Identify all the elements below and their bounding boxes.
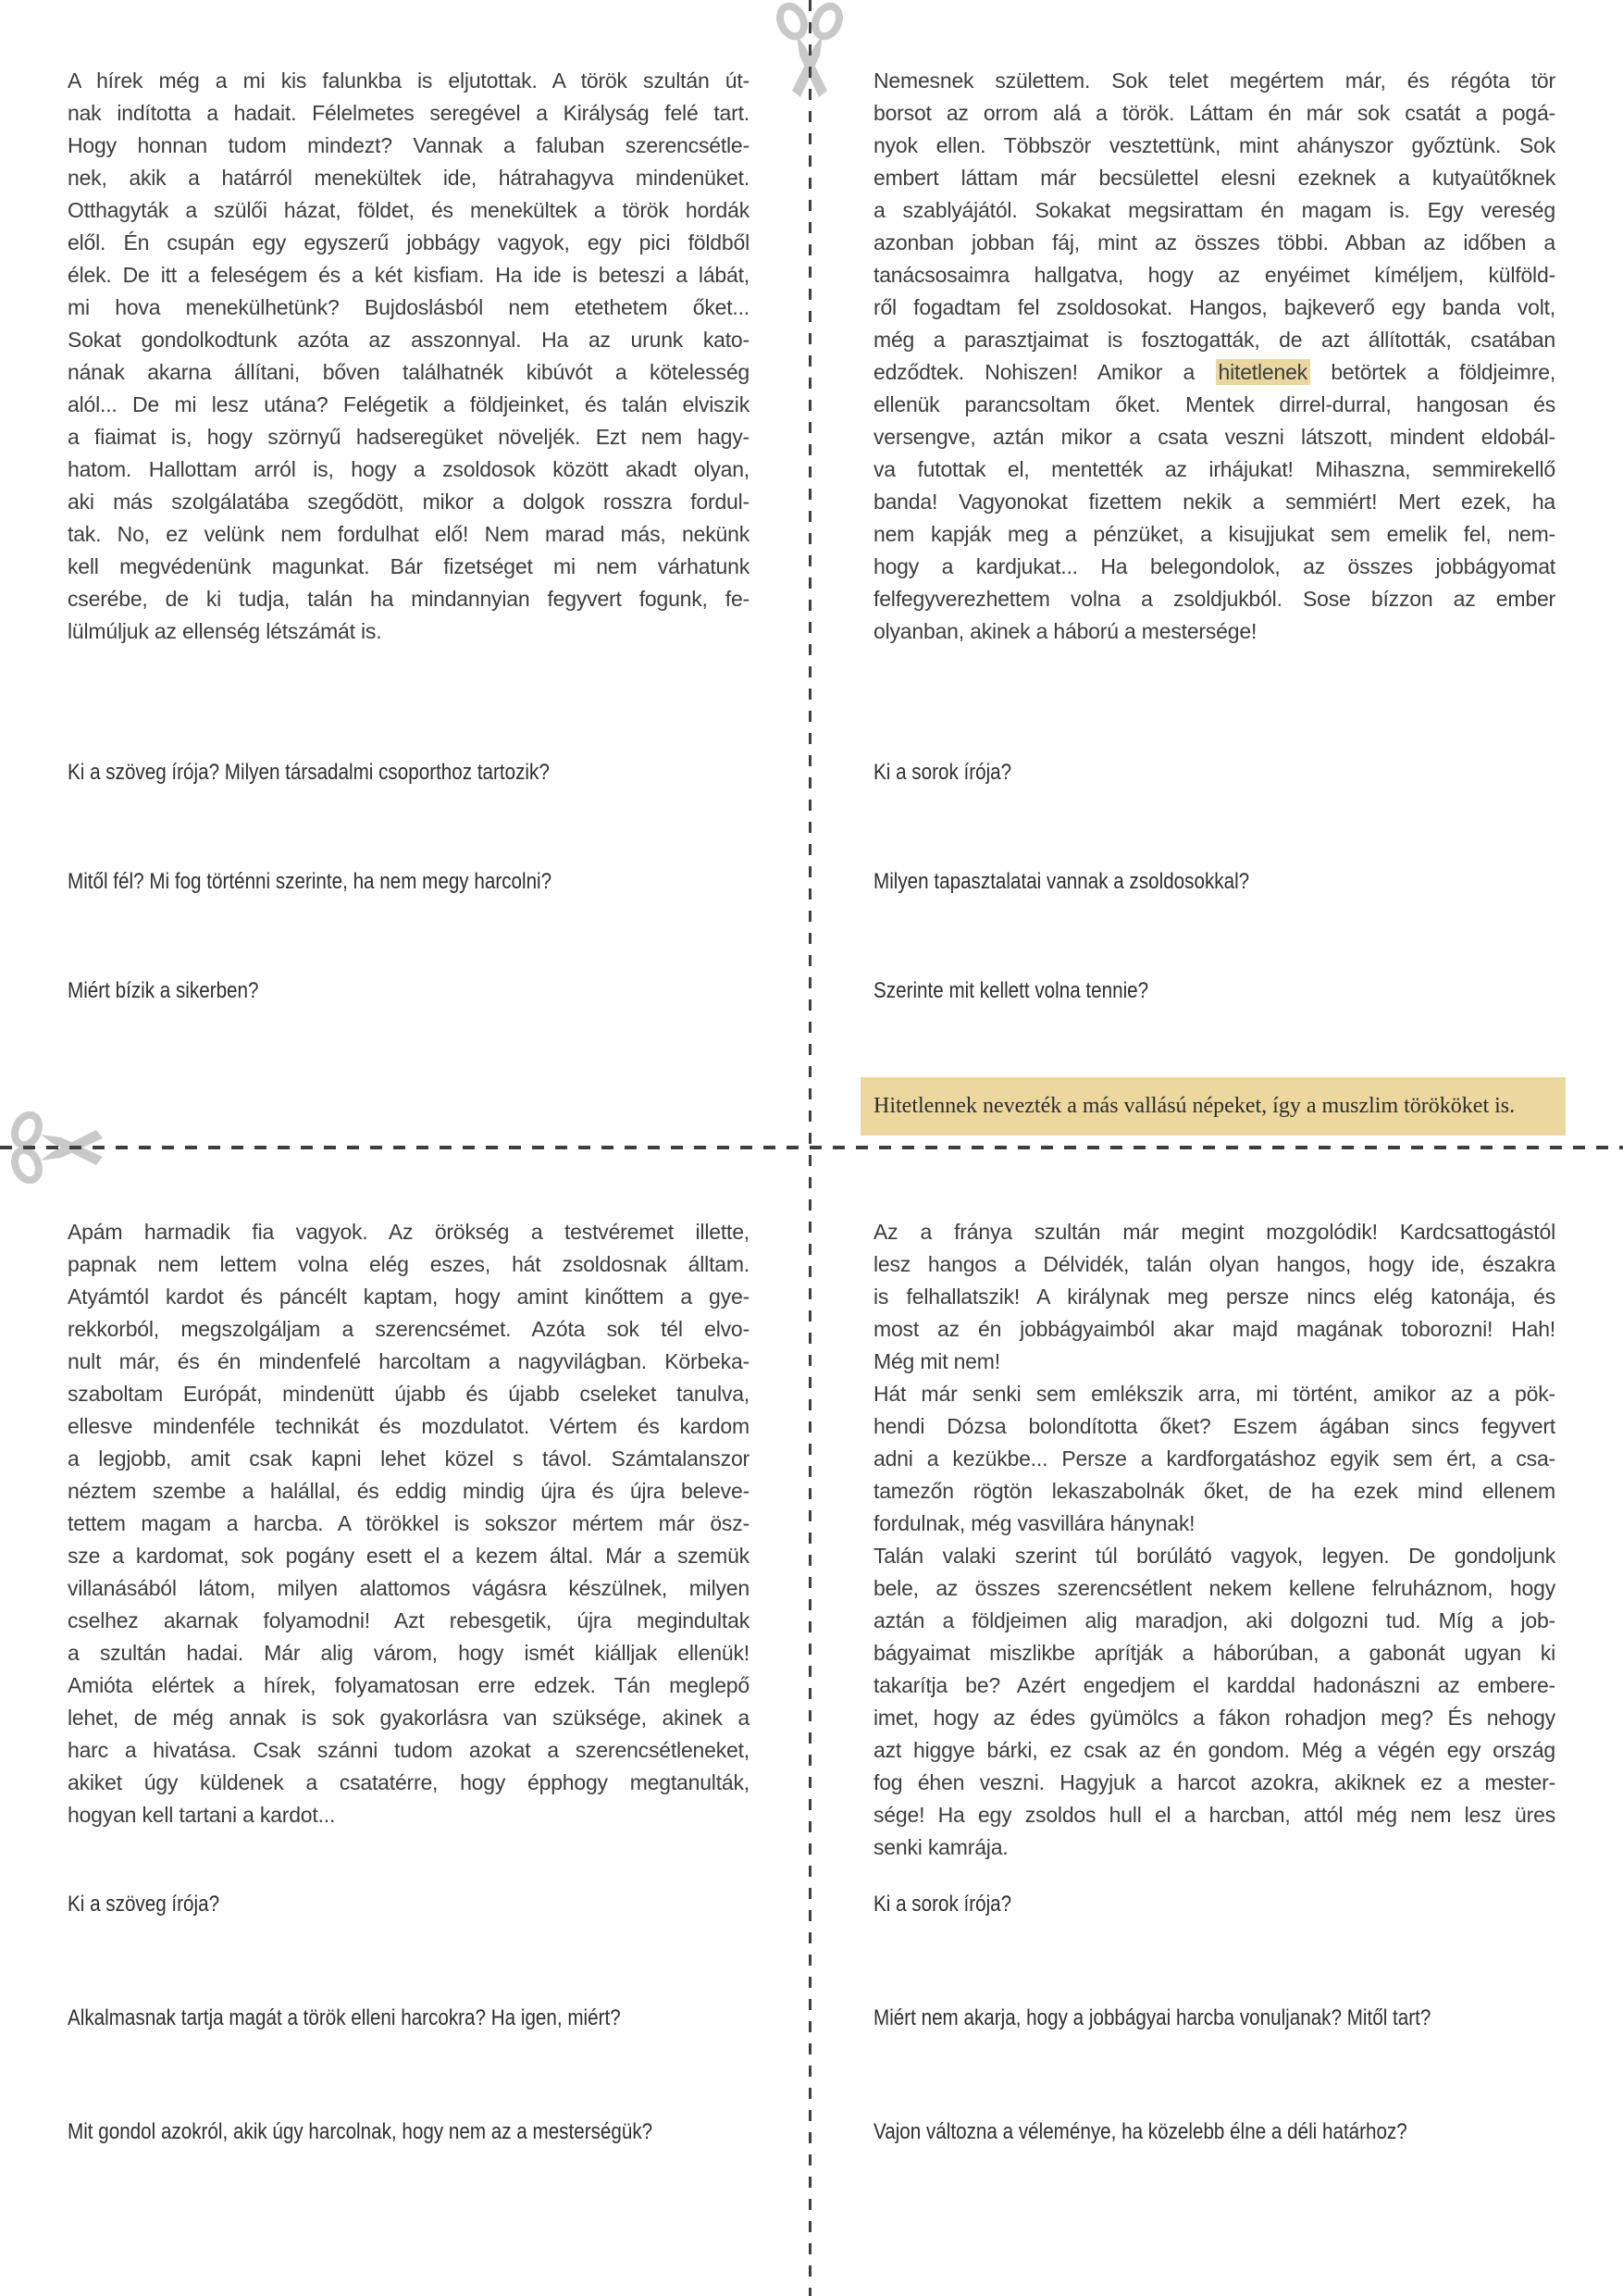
passage-line: ről fogadtam fel zsoldosokat. Hangos, bajkeverő egy banda volt, — [873, 295, 1555, 319]
passage-line: adni a kezükbe... Persze a kardforgatáshoz egyik sem ért, a csa- — [873, 1446, 1555, 1471]
passage-line: tanácsosaimra hallgatva, hogy az enyéimet kíméljem, külföld- — [873, 263, 1555, 287]
question-top-left-3: Miért bízik a sikerben? — [68, 978, 259, 1003]
question-top-left-2: Mitől fél? Mi fog történni szerinte, ha nem megy harcolni? — [68, 869, 552, 894]
passage-line: olyanban, akinek a háború a mestersége! — [873, 619, 1258, 643]
passage-line: imet, hogy az édes gyümölcs a fákon rohadjon meg? És nehogy — [873, 1706, 1555, 1730]
passage-line: hogy a kardjukat... Ha belegondolok, az összes jobbágyomat — [873, 554, 1555, 578]
passage-line: nak indította a hadait. Félelmetes seregével a Királyság felé tart. — [68, 101, 750, 125]
passage-line: azt higgye bárki, ez csak az én gondom. Még a végén egy ország — [873, 1738, 1555, 1762]
passage-line: a legjobb, amit csak kapni lehet közel s távol. Számtalanszor — [68, 1446, 750, 1471]
passage-line: most az én jobbágyaimból akar majd magának toborozni! Hah! — [873, 1317, 1555, 1341]
question-top-left-1: Ki a szöveg írója? Milyen társadalmi csoporthoz tartozik? — [68, 760, 550, 785]
passage-line: hendi Dózsa bolondította őket? Eszem ágában sincs fegyvert — [873, 1414, 1555, 1438]
passage-line: Még mit nem! — [873, 1349, 1000, 1373]
passage-line: nyok ellen. Többször vesztettünk, mint ahányszor győztünk. Sok — [873, 133, 1555, 157]
passage-line: Hát már senki sem emlékszik arra, mi történt, amikor az a pök- — [873, 1382, 1555, 1406]
passage-line: bágyaimat miszlikbe aprítják a háborúban, a gabonát ugyan ki — [873, 1641, 1555, 1665]
passage-line: akiket úgy küldenek a csatatérre, hogy épphogy megtanulták, — [68, 1770, 750, 1794]
passage-line: még a parasztjaimat is fosztogatták, de azt állították, csatában — [873, 328, 1555, 352]
question-top-right-2: Milyen tapasztalatai vannak a zsoldosokkal? — [873, 869, 1250, 894]
passage-line: tettem magam a harcba. A törökkel is sokszor mértem már ösz- — [68, 1511, 750, 1535]
passage-line: villanásából látom, milyen alattomos vágásra készülnek, milyen — [68, 1576, 750, 1600]
passage-line: felfegyverezhettem volna a zsoldjukból. Sose bízzon az ember — [873, 587, 1555, 611]
passage-line: szaboltam Európát, mindenütt újabb és újabb cseleket tanulva, — [68, 1382, 750, 1406]
passage-line: Atyámtól kardot és páncélt kaptam, hogy amint kinőttem a gye- — [68, 1285, 750, 1309]
passage-line: banda! Vagyonokat fizettem nekik a semmiért! Mert ezek, ha — [873, 490, 1555, 514]
passage-line: elől. Én csupán egy egyszerű jobbágy vagyok, egy pici földből — [68, 230, 750, 254]
passage-line: nának akarna állítani, bőven találhatnék kibúvót a kötelesség — [68, 360, 750, 384]
passage-line: takarítja be? Azért engedjem el karddal hadonászni az embere- — [873, 1673, 1555, 1697]
passage-line: cselhez akarnak folyamodni! Azt rebesgetik, újra megindultak — [68, 1608, 750, 1632]
passage-line: ellenük parancsoltam őket. Mentek dirrel-durral, hangosan és — [873, 392, 1555, 416]
passage-line: fordulnak, még vasvillára hánynak! — [873, 1511, 1196, 1535]
passage-line: Az a fránya szultán már megint mozgolódik! Kardcsattogástól — [873, 1220, 1555, 1244]
passage-line: kell megvédenünk magunkat. Bár fizetséget mi nem várhatunk — [68, 554, 750, 578]
passage-line: Apám harmadik fia vagyok. Az örökség a testvéremet illette, — [68, 1220, 750, 1244]
passage-line: harc a hivatása. Csak szánni tudom azokat a szerencsétleneket, — [68, 1738, 750, 1762]
passage-top-right — [873, 65, 1555, 648]
passage-line: tak. No, ez velünk nem fordulhat elő! Nem marad más, nekünk — [68, 522, 750, 546]
highlighted-term: hitetlenek — [1216, 359, 1310, 385]
question-bottom-right-1: Ki a sorok írója? — [873, 1892, 1012, 1917]
passage-line: néztem szembe a halállal, és eddig mindig újra és újra beleve- — [68, 1479, 750, 1503]
passage-line: aztán a földjeimen alig maradjon, aki dolgozni tud. Míg a job- — [873, 1608, 1555, 1632]
passage-line: ellesve mindenféle technikát és mozdulatot. Vértem és kardom — [68, 1414, 750, 1438]
passage-line: nem kapják meg a pénzüket, a kisujjukat sem emelik fel, nem- — [873, 522, 1555, 546]
question-top-right-1: Ki a sorok írója? — [873, 760, 1012, 785]
passage-bottom-left — [68, 1216, 750, 1831]
passage-line: Nemesnek születtem. Sok telet megértem már, és régóta tör — [873, 68, 1555, 93]
passage-line: lehet, de még annak is sok gyakorlásra van szüksége, akinek a — [68, 1706, 750, 1730]
passage-line: va futottak el, mentették az irhájukat! Mihaszna, semmirekellő — [873, 457, 1555, 481]
passage-line: nult már, és én mindenfelé harcoltam a nagyvilágban. Körbeka- — [68, 1349, 750, 1373]
note-box — [861, 1077, 1566, 1136]
passage-bottom-right — [873, 1216, 1555, 1864]
question-top-right-3: Szerinte mit kellett volna tennie? — [873, 978, 1149, 1003]
passage-line: hogyan kell tartani a kardot... — [68, 1803, 336, 1827]
passage-line: Otthagyták a szülői házat, földet, és menekültek a török hordák — [68, 198, 750, 222]
passage-top-left — [68, 65, 750, 648]
passage-line: lesz hangos a Délvidék, talán olyan hangos, hogy ide, északra — [873, 1252, 1555, 1276]
passage-line: cserébe, de ki tudja, talán ha mindannyian fegyvert fogunk, fe- — [68, 587, 750, 611]
question-bottom-left-2: Alkalmasnak tartja magát a török elleni harcokra? Ha igen, miért? — [68, 2005, 621, 2030]
passage-line: mi hova menekülhetünk? Bujdoslásból nem etethetem őket... — [68, 295, 750, 319]
passage-line: fog éhen veszni. Hagyjuk a harcot azokra, akiknek ez a mester- — [873, 1770, 1555, 1794]
passage-line: azonban jobban fáj, mint az összes többi. Abban az időben a — [873, 230, 1555, 254]
passage-line: alól... De mi lesz utána? Felégetik a földjeinket, és talán elviszik — [68, 392, 750, 416]
passage-line: a fiaimat is, hogy szörnyű hadseregüket növeljék. Ezt nem hagy- — [68, 425, 750, 449]
passage-line: Hogy honnan tudom mindezt? Vannak a faluban szerencsétle- — [68, 133, 750, 157]
passage-line: sége! Ha egy zsoldos hull el a harcban, attól még nem lesz üres — [873, 1803, 1555, 1827]
passage-line: edződtek. Nohiszen! Amikor a hitetlenek betörtek a földjeimre, — [873, 360, 1555, 384]
note-text: Hitetlennek nevezték a más vallású népeket, így a muszlim törököket is. — [873, 1094, 1516, 1118]
passage-line: lülmúljuk az ellenség létszámát is. — [68, 619, 382, 643]
passage-line: versengve, aztán mikor a csata veszni látszott, mindent eldobál- — [873, 425, 1555, 449]
passage-line: élek. De itt a feleségem és a két kisfiam. Ha ide is beteszi a lábát, — [68, 263, 750, 287]
question-bottom-left-1: Ki a szöveg írója? — [68, 1892, 220, 1917]
passage-line: a szablyájától. Sokakat megsirattam én magam is. Egy vereség — [873, 198, 1555, 222]
passage-line: A hírek még a mi kis falunkba is eljutottak. A török szultán út- — [68, 68, 750, 93]
passage-line: a szultán hadai. Már alig várom, hogy ismét kiálljak ellenük! — [68, 1641, 750, 1665]
passage-line: Amióta elértek a hírek, folyamatosan erre edzek. Tán meglepő — [68, 1673, 750, 1697]
question-bottom-right-3: Vajon változna a véleménye, ha közelebb élne a déli határhoz? — [873, 2119, 1407, 2144]
question-bottom-right-2: Miért nem akarja, hogy a jobbágyai harcba vonuljanak? Mitől tart? — [873, 2005, 1431, 2030]
passage-line: senki kamrája. — [873, 1835, 1009, 1859]
passage-line: rekkorból, megszolgáljam a szerencsémet. Azóta sok tél elvo- — [68, 1317, 750, 1341]
passage-line: bele, az összes szerencsétlent nekem kellene felruháznom, hogy — [873, 1576, 1555, 1600]
passage-line: Talán valaki szerint túl borúlátó vagyok, legyen. De gondoljunk — [873, 1544, 1555, 1568]
passage-line: tamezőn rögtön lekaszabolnák őket, de ha ezek mind ellenem — [873, 1479, 1555, 1503]
horizontal-cut-line — [0, 1146, 1623, 1149]
passage-line: embert láttam már becsülettel elesni ezeknek a kutyaütőknek — [873, 166, 1555, 190]
passage-line: hatom. Hallottam arról is, hogy a zsoldosok között akadt olyan, — [68, 457, 750, 481]
passage-line: is felhallatszik! A királynak meg persze nincs elég katonája, és — [873, 1285, 1555, 1309]
passage-line: aki más szolgálatába szegődött, mikor a dolgok rosszra fordul- — [68, 490, 750, 514]
passage-line: borsot az orrom alá a török. Láttam én már sok csatát a pogá- — [873, 101, 1555, 125]
passage-line: papnak nem lettem volna elég eszes, hát zsoldosnak álltam. — [68, 1252, 750, 1276]
passage-line: Sokat gondolkodtunk azóta az asszonnyal. Ha az urunk kato- — [68, 328, 750, 352]
passage-line: sze a kardomat, sok pogány esett el a kezem által. Már a szemük — [68, 1544, 750, 1568]
passage-line: nek, akik a határról menekültek ide, hátrahagyva mindenüket. — [68, 166, 750, 190]
question-bottom-left-3: Mit gondol azokról, akik úgy harcolnak, hogy nem az a mesterségük? — [68, 2119, 653, 2144]
